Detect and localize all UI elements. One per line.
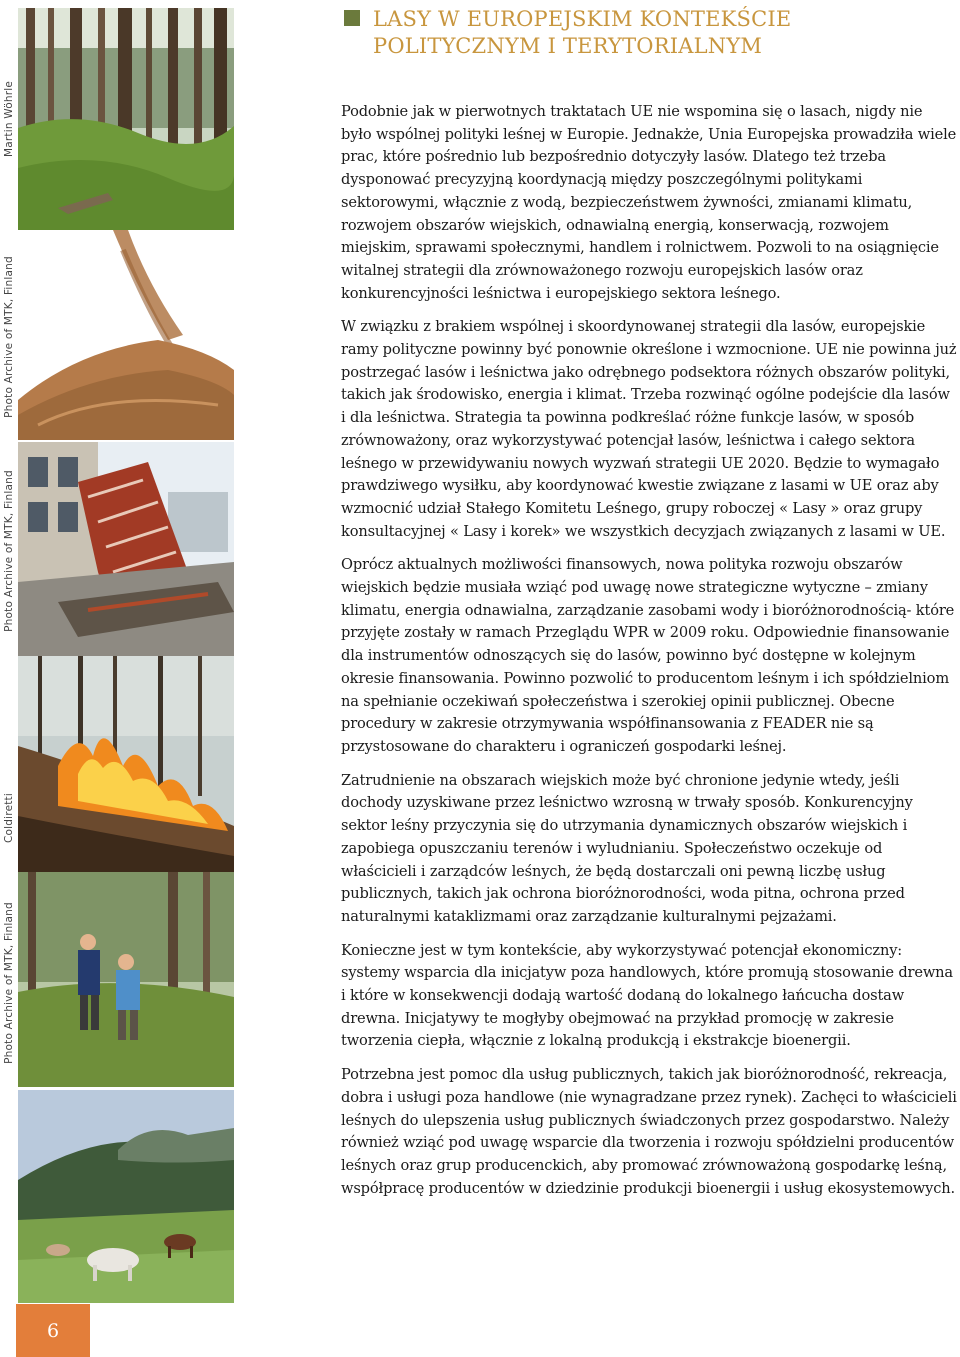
credit-text: Photo Archive of MTK, Finland <box>3 901 16 1064</box>
credit-text: Photo Archive of MTK, Finland <box>3 470 16 632</box>
pasture-cows-photo <box>18 1090 234 1303</box>
paragraph: Konieczne jest w tym kontekście, aby wykorzystywać potencjał ekonomiczny: systemy wsparcia dla inicjatyw poza handlowych, które promują stosowanie drewna i które w konsekwencji dodają wartość dodaną do lokalnego łańcucha dostaw drewna. Inicjatywy te mogłyby obejmować na przykład promocję w zakresie tworzenia ciepła, włącznie z lokalną produkcją i ekstrakcje bioenergii. <box>341 941 953 1050</box>
page-title: LASY W EUROPEJSKIM KONTEKŚCIE POLITYCZNYM I TERYTORIALNYM <box>373 7 792 58</box>
forest-workers-photo <box>18 872 234 1087</box>
forest-photo <box>18 8 234 230</box>
paragraph: Potrzebna jest pomoc dla usług publicznych, takich jak bioróżnorodność, rekreacja, dobra i usługi poza handlowe (nie wynagradzane przez rynek). Zachęci to właścicieli leśnych do ulepszenia usług publicznych świadczonych przez gospodarstwo. Należy również wziąć pod uwagę wsparcie dla tworzenia i rozwoju spółdzielni producentów leśnych oraz grup producenckich, aby promować zrównoważoną gospodarkę leśną, współpracę producentów w dziedzinie produkcji bioenergii i usług ekosystemowych. <box>341 1066 957 1197</box>
credit-text: Photo Archive of MTK, Finland <box>3 256 16 418</box>
photo-credit-2 <box>1 231 17 443</box>
wood-chips-photo <box>18 230 234 440</box>
forest-fire-photo <box>18 656 234 872</box>
body-text <box>341 101 957 1211</box>
paragraph: Zatrudnienie na obszarach wiejskich może być chronione jedynie wtedy, jeśli dochody uzyskiwane przez leśnictwo wzrosną w trwały sposób. Konkurencyjny sektor leśny przyczynia się do utrzymania dynamicznych obszarów wiejskich i zapobiega opuszczaniu terenów i wyludnianiu. Społeczeństwo oczekuje od właścicieli i zarządców leśnych, że będą dostarczali oni pewną liczbę usług publicznych, takich jak ochrona bioróżnorodności, woda pitna, ochrona przed naturalnymi kataklizmami oraz zarządzanie kulturalnymi pejzażami. <box>341 771 913 925</box>
photo-credit-5 <box>1 875 17 1090</box>
photo-credit-4 <box>1 761 17 875</box>
paragraph: Podobnie jak w pierwotnych traktatach UE nie wspomina się o lasach, nigdy nie było wspólnej polityki leśnej w Europie. Jednakże, Unia Europejska prowadziła wiele prac, które pośrednio lub bezpośrednio dotyczyły lasów. Dlatego też trzeba dysponować precyzyjną koordynacją między poszczególnymi politykami sektorowymi, włącznie z wodą, bezpieczeństwem żywności, zmianami klimatu, rozwojem obszarów wiejskich, odnawialną energią, konserwacją, rozwojem miejskim, sprawami społecznymi, handlem i rolnictwem. Pozwoli to na osiągnięcie witalnej strategii dla zrównoważonego rozwoju europejskich lasów oraz konkurencyjności leśnictwa i europejskiego sektora leśnego. <box>341 103 957 302</box>
paragraph: W związku z brakiem wspólnej i skoordynowanej strategii dla lasów, europejskie ramy polityczne powinny być ponownie określone i wzmocnione. UE nie powinna już postrzegać lasów i leśnictwa jako odrębnego podsektora różnych obszarów polityki, takich jak środowisko, energia i klimat. Trzeba rozwinąć ogólne podejście dla lasów i dla leśnictwa. Strategia ta powinna podkreślać różne funkcje lasów, w sposób zrównoważony, oraz wykorzystywać potencjał lasów, leśnictwa i całego sektora leśnego w przewidywaniu nowych wyzwań strategii UE 2020. Będzie to wymagało prawdziwego wysiłku, aby koordynować kwestie związane z lasami w UE oraz aby wzmocnić udział Stałego Komitetu Leśnego, grupy roboczej « Lasy » oraz grupy konsultacyjnej « Lasy i korek» we wszystkich decyzjach związanych z lasami w UE. <box>341 318 957 540</box>
page-number-text: 6 <box>46 1319 60 1342</box>
paragraph: Oprócz aktualnych możliwości finansowych, nowa polityka rozwoju obszarów wiejskich będzie musiała wziąć pod uwagę nowe strategiczne wytyczne – zmiany klimatu, energia odnawialna, zarządzanie zasobami wody i bioróżnorodnością- które przyjęte zostały w ramach Przeglądu WPR w 2009 roku. Odpowiednie finansowanie dla instrumentów odnoszących się do lasów, powinno być dostępne w kolejnym okresie finansowania. Powinno pozwolić to producentom leśnym i ich spółdzielniom na spełnianie oczekiwań społeczeństwa i szerokiej opinii publicznej. Obecne procedury w zakresie otrzymywania współfinansowania z FEADER nie są przystosowane do charakteru i ograniczeń gospodarki leśnej. <box>341 556 955 755</box>
credit-text: Coldiretti <box>3 793 16 843</box>
heading-square-icon <box>344 10 360 26</box>
photo-credit-1 <box>1 6 17 231</box>
photo-credit-3 <box>1 443 17 659</box>
credit-text: Martin Wöhrle <box>3 80 16 157</box>
section-heading <box>344 6 944 60</box>
heating-plant-photo <box>18 442 234 656</box>
page-number <box>16 1304 90 1357</box>
